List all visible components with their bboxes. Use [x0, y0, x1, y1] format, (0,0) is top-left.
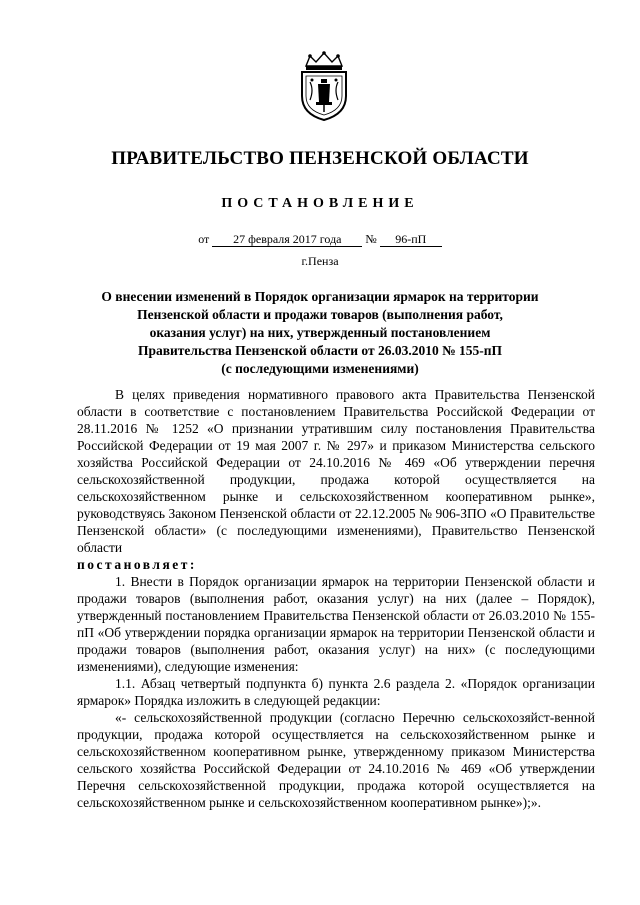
document-number: 96-пП [380, 233, 442, 247]
date-number-line [0, 232, 640, 247]
heading-line: Правительства Пензенской области от 26.03.2010 № 155-пП [137, 343, 503, 358]
document-body [77, 386, 595, 811]
item-1-1-paragraph: 1.1. Абзац четвертый подпункта б) пункта 2.6 раздела 2. «Порядок организации ярмарок» Порядка изложить в следующей редакции: [77, 676, 595, 708]
date-prefix: от [198, 232, 210, 246]
number-prefix: № [365, 232, 377, 246]
city-label: г.Пенза [301, 254, 339, 268]
resolves-word: постановляет: [77, 557, 197, 572]
preamble-paragraph: В целях приведения нормативного правового акта Правительства Пензенской области в соответствие с постановлением Правительства Российской Федерации от 28.11.2016 № 1252 «О признании утратившим силу постановления Правительства Российской Федерации от 19 мая 2007 г. № 297» и приказом Министерства сельского хозяйства Российской Федерации от 24.10.2016 № 469 «Об утверждении перечня сельскохозяйственной продукции, продажа которой осуществляется на сельскохозяйственном рынке и сельскохозяйственном кооперативном рынке», руководствуясь Законом Пензенской области от 22.12.2005 № 906-ЗПО «О Правительстве Пензенской области» (с последующими изменениями), Правительство Пензенской области [77, 387, 595, 555]
document-heading [60, 288, 580, 378]
heading-line: (с последующими изменениями) [221, 361, 419, 376]
item-1-paragraph: 1. Внести в Порядок организации ярмарок на территории Пензенской области и продажи товаров (выполнения работ, оказания услуг) на них (далее – Порядок), утвержденный постановлением Правительства Пензенской области от 26.03.2010 № 155-пП «Об утверждении порядка организации ярмарок на территории Пензенской области и продажи товаров (выполнения работ, оказания услуг) на них» (с последующими изменениями), следующие изменения: [77, 574, 595, 674]
document-type-title: ПОСТАНОВЛЕНИЕ [221, 196, 419, 211]
heading-line: оказания услуг) на них, утвержденный постановлением [149, 325, 491, 340]
document-date: 27 февраля 2017 года [212, 233, 362, 247]
resolves-paragraph [77, 556, 595, 573]
heading-line: О внесении изменений в Порядок организации ярмарок на территории [101, 289, 539, 304]
heading-line: Пензенской области и продажи товаров (выполнения работ, [137, 307, 503, 322]
government-title: ПРАВИТЕЛЬСТВО ПЕНЗЕНСКОЙ ОБЛАСТИ [111, 148, 529, 169]
coat-of-arms-emblem-icon [296, 50, 352, 122]
quoted-amendment-paragraph: «- сельскохозяйственной продукции (согласно Перечню сельскохозяйст-венной продукции, продажа которой осуществляется на сельскохозяйственном рынке и сельскохозяйственном кооперативном рынке, утвержденному приказом Министерства сельского хозяйства Российской Федерации от 24.10.2016 № 469 «Об утверждении Перечня сельскохозяйственной продукции, продажа которой осуществляется на сельскохозяйственном рынке и сельскохозяйственном кооперативном рынке»);». [77, 710, 595, 810]
